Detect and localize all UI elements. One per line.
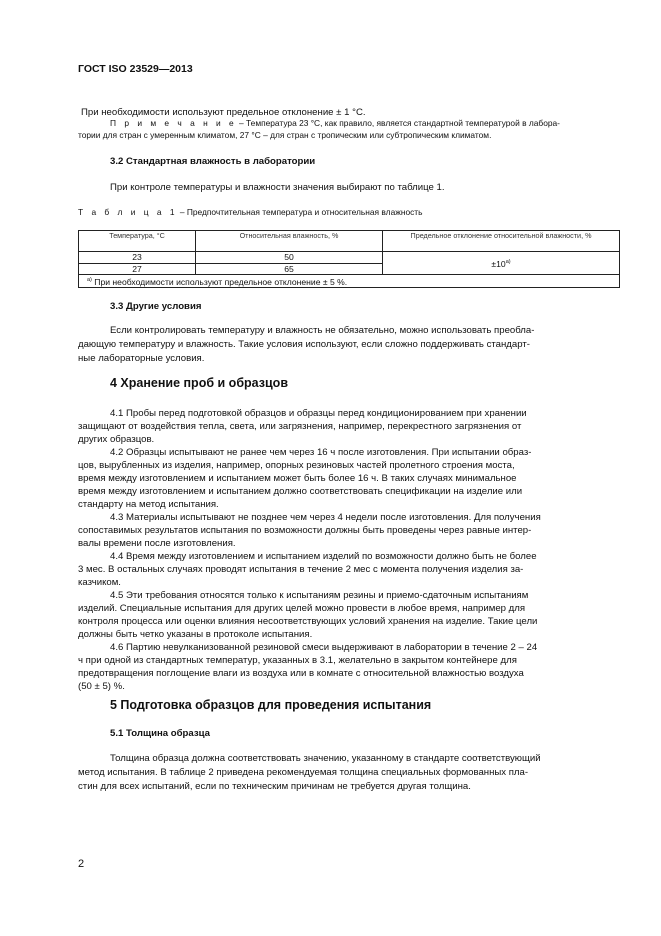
paragraph-line: изделий. Специальные испытания для других целей можно провести в любое время, например для — [78, 603, 526, 614]
paragraph-line: время между изготовлением и испытанием может быть более 16 ч. В таких случаях минимальное — [78, 473, 517, 484]
paragraph-line: 4.5 Эти требования относятся только к испытаниям резины и приемо-сдаточным испытаниям — [110, 590, 529, 601]
paragraph-line: стин для всех испытаний, если по техническим причинам не требуется другая толщина. — [78, 781, 471, 792]
paragraph-line: защищают от воздействия тепла, света, или загрязнения, например, перекрестного загрязнения от — [78, 421, 522, 432]
section-5-1-heading: 5.1 Толщина образца — [110, 728, 210, 739]
table-header-temperature: Температура, °С — [79, 231, 196, 252]
note-line-1 — [110, 117, 616, 129]
table-header-row — [79, 231, 620, 252]
paragraph-line: время между изготовлением и испытанием должно соответствовать спецификации на изделие или — [78, 486, 523, 497]
paragraph-line: стандарту на метод испытания. — [78, 499, 219, 510]
section-3-3-heading: 3.3 Другие условия — [110, 301, 202, 312]
table-cell-tolerance — [383, 252, 620, 275]
paragraph-line: дающую температуру и влажность. Такие условия используют, если сложно поддерживать стандарт- — [78, 339, 530, 350]
table-cell-temperature: 27 — [79, 263, 196, 275]
paragraph-line: сопоставимых результатов испытания по возможности должны быть проведены через равные интер- — [78, 525, 532, 536]
paragraph-line: Толщина образца должна соответствовать значению, указанному в стандарте соответствующий — [110, 753, 541, 764]
page-number: 2 — [78, 858, 85, 870]
paragraph-line: ч при одной из стандартных температур, указанных в 3.1, желательно в закрытом контейнере для — [78, 655, 517, 666]
table-1-caption-text: – Предпочтительная температура и относительная влажность — [177, 207, 423, 217]
note-line-2: тории для стран с умеренным климатом, 27 °С – для стран с тропическим или субтропическим климатом. — [78, 130, 492, 140]
paragraph-line: Если контролировать температуру и влажность не обязательно, можно использовать преобла- — [110, 325, 535, 336]
table-cell-temperature: 23 — [79, 252, 196, 264]
deviation-text: При необходимости используют предельное отклонение ± 1 °С. — [81, 107, 366, 118]
paragraph-line: других образцов. — [78, 434, 155, 445]
paragraph-line: 4.2 Образцы испытывают не ранее чем через 16 ч после изготовления. При испытании образ- — [110, 447, 532, 458]
footnote-text: При необходимости используют предельное отклонение ± 5 %. — [91, 276, 348, 287]
section-3-2-text: При контроле температуры и влажности значения выбирают по таблице 1. — [110, 182, 445, 193]
table-cell-humidity: 50 — [196, 252, 383, 264]
table-cell-humidity: 65 — [196, 263, 383, 275]
table-header-tolerance: Предельное отклонение относительной влажности, % — [383, 231, 620, 252]
table-footnote — [79, 275, 620, 288]
table-1-caption — [78, 206, 616, 218]
paragraph-line: контроля процесса или оценки влияния несоответствующих условий хранения на изделие. Такие цели — [78, 616, 538, 627]
paragraph-line: (50 ± 5) %. — [78, 681, 125, 692]
table-header-humidity: Относительная влажность, % — [196, 231, 383, 252]
paragraph-line: казчиком. — [78, 577, 121, 588]
paragraph-line: валы времени после изготовления. — [78, 538, 236, 549]
note-label: П р и м е ч а н и е — [110, 118, 237, 128]
paragraph-line: 4.6 Партию невулканизованной резиновой смеси выдерживают в лаборатории в течение 2 – 24 — [110, 642, 538, 653]
section-4-heading: 4 Хранение проб и образцов — [110, 376, 288, 390]
paragraph-line: 4.4 Время между изготовлением и испытанием изделий по возможности должно быть не более — [110, 551, 537, 562]
section-5-heading: 5 Подготовка образцов для проведения испытания — [110, 698, 432, 712]
footnote-mark: а) — [87, 277, 92, 283]
paragraph-line: 3 мес. В остальных случаях проводят испытания в течение 2 мес с момента получения изделия за- — [78, 564, 524, 575]
paragraph-line: 4.3 Материалы испытывают не позднее чем через 4 недели после изготовления. Для получения — [110, 512, 541, 523]
paragraph-line: цов, вырубленных из изделия, например, опорных резиновых частей пролетного строения моста, — [78, 460, 515, 471]
section-3-2-heading: 3.2 Стандартная влажность в лаборатории — [110, 156, 316, 167]
table-1 — [78, 230, 620, 288]
paragraph-line: предотвращения поглощение влаги из воздуха или в комнате с относительной влажностью воздуха — [78, 668, 524, 679]
paragraph-line: ные лабораторные условия. — [78, 353, 205, 364]
document-header: ГОСТ ISO 23529—2013 — [78, 63, 193, 75]
paragraph-line: метод испытания. В таблице 2 приведена рекомендуемая толщина специальных формованных пла- — [78, 767, 529, 778]
table-row — [79, 252, 620, 264]
table-footnote-row — [79, 275, 620, 288]
note-text-1: – Температура 23 °С, как правило, является стандартной температурой в лабора- — [236, 118, 560, 128]
paragraph-line: 4.1 Пробы перед подготовкой образцов и образцы перед кондиционированием при хранении — [110, 408, 527, 419]
tolerance-footnote-mark: а) — [505, 258, 511, 265]
paragraph-line: должны быть четко указаны в протоколе испытания. — [78, 629, 313, 640]
tolerance-value: ±10 — [491, 258, 506, 269]
table-1-caption-label: Т а б л и ц а 1 — [78, 207, 178, 217]
